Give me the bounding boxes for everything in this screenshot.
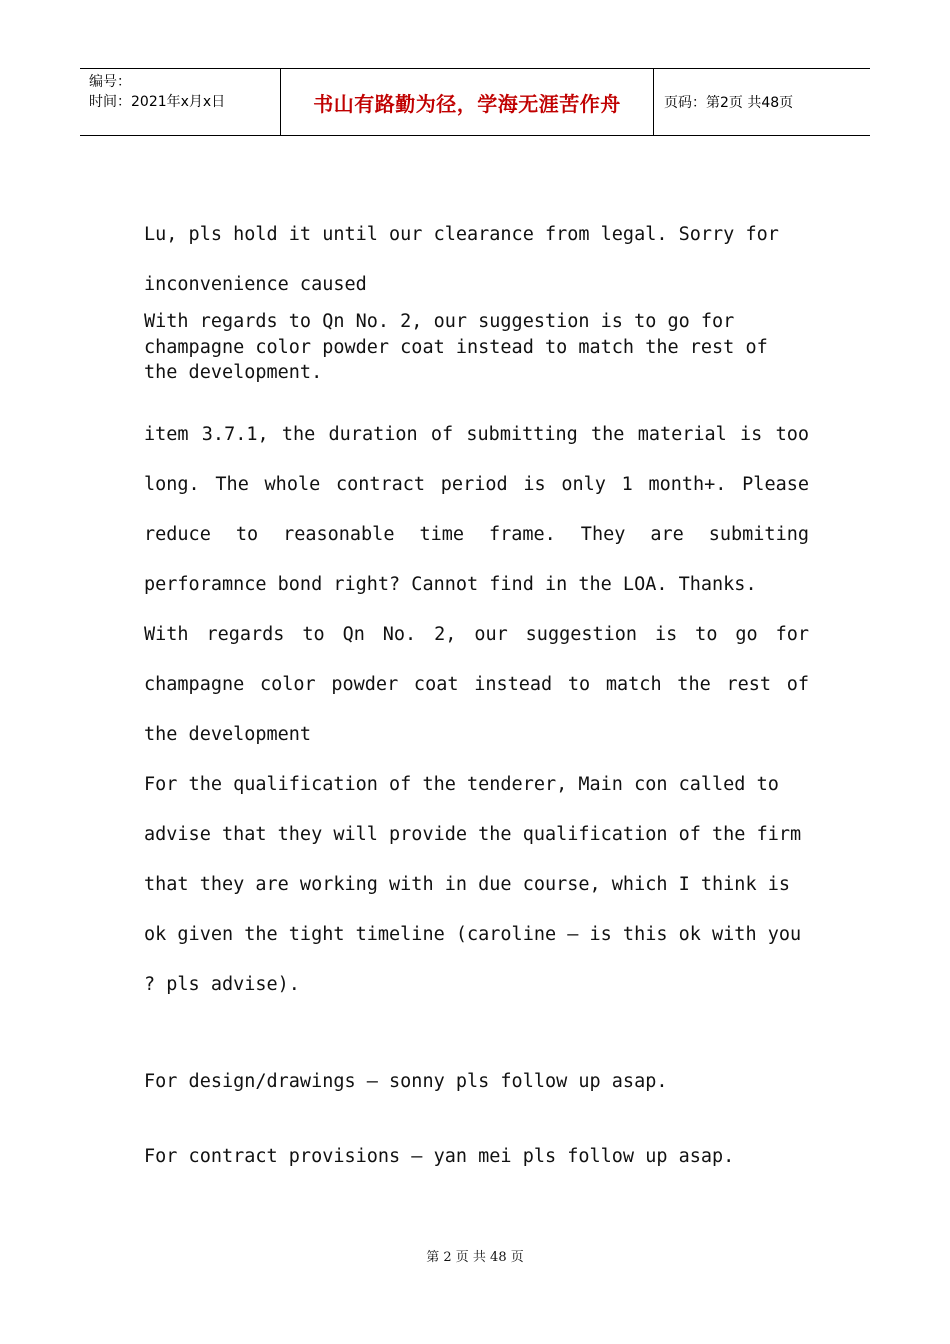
- paragraph-contract-provisions: For contract provisions – yan mei pls follow up asap.: [144, 1145, 735, 1167]
- document-header: [80, 68, 870, 136]
- header-motto: 书山有路勤为径，学海无涯苦作舟: [313, 91, 621, 116]
- date-label: 时间：2021年x月x日: [89, 94, 226, 110]
- paragraph-item-3-7-1: item 3.7.1, the duration of submitting the material is too long. The whole contract period is only 1 month+. Please reduce to reasonable time frame. They are submiting perforamnce bond right? Cannot find in the LOA. Thanks.: [144, 423, 809, 595]
- paragraph-qn2-repeat: With regards to Qn No. 2, our suggestion is to go for champagne color powder coat instead to match the rest of the development: [144, 623, 809, 745]
- header-motto-cell: [281, 69, 654, 135]
- header-meta-cell: [80, 69, 281, 135]
- paragraph-design-drawings: For design/drawings – sonny pls follow up asap.: [144, 1070, 668, 1092]
- paragraph-qn2-suggestion: With regards to Qn No. 2, our suggestion is to go for champagne color powder coat instead to match the rest of the development.: [144, 311, 768, 383]
- paragraph-tenderer-qualification: For the qualification of the tenderer, Main con called to advise that they will provide the qualification of the firm that they are working with in due course, which I think is ok given the tight timeline (caroline – is this ok with you ? pls advise).: [144, 773, 802, 995]
- page-footer: 第 2 页 共 48 页: [426, 1250, 524, 1265]
- document-body: [144, 210, 809, 1169]
- header-page-number: 页码：第2页 共48页: [664, 95, 794, 111]
- header-page-cell: [654, 69, 870, 135]
- serial-number-label: 编号：: [89, 74, 131, 90]
- paragraph-legal-hold: Lu, pls hold it until our clearance from legal. Sorry for inconvenience caused: [144, 224, 779, 295]
